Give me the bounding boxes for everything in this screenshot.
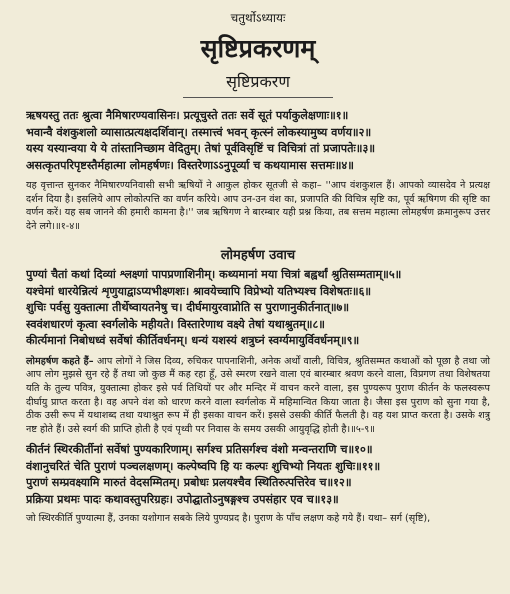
page-title: सृष्टिप्रकरणम् — [200, 34, 316, 63]
verse-line: भवान्वै वंशकुशलो व्यासात्प्रत्यक्षदर्शिवान्। तस्मात्त्वं भवन् कृत्स्नं लोकस्यामुष्य वर्णय॥२॥ — [26, 125, 372, 139]
translation-paragraph-1: यह वृत्तान्त सुनकर नैमिषारण्यनिवासी सभी ऋषियों ने आकुल होकर सूतजी से कहा– ''आप वंशकुशल हैं। आपको व्यासदेव ने प्रत्यक्ष दर्शन दिया है। इसलिये आप लोकोत्पत्ति का वर्णन करिये। आप उन-उन वंश का, प्रजापति की विचित्र सृष्टि का, पूर्व ऋषिगण की सृष्टि का वर्णन करें। यह सब जानने की हमारी कामना है।'' जब ऋषिगण ने बारम्बार यही प्रश्न किया, तब सत्तम महात्मा लोमहर्षण क्रमानुरूप उत्तर देने लगे।॥१-४॥ — [26, 180, 490, 232]
translation-paragraph-2 — [26, 355, 490, 437]
page-subtitle: सृष्टिप्रकरण — [183, 67, 333, 98]
verse-line: असत्कृतपरिपृष्टस्तैर्महात्मा लोमहर्षणः। विस्तरेणाऽऽनुपूर्व्या च कथयामास सत्तमः॥४॥ — [26, 158, 354, 172]
verse-line: ऋषयस्तु ततः श्रुत्वा नैमिषारण्यवासिनः। प्रत्यूचुस्ते ततः सर्वे सूतं पर्याकुलेक्षणाः॥१॥ — [26, 109, 349, 122]
verse-line: वंशानुचरितं चेति पुराणं पञ्चलक्षणम्। कल्पेष्वपि हि यः कल्पः शुचिभ्यो नियतः शुचिः॥११॥ — [26, 459, 381, 473]
speaker-label: लोमहर्षण कहते हैं– — [26, 355, 94, 367]
verse-block-3 — [26, 442, 490, 508]
verse-line: यस्य यस्यान्वया ये ये तांस्तानिच्छाम वेदितुम्। तेषां पूर्वविसृष्टिं च विचित्रां तां प्रजापतेः॥३॥ — [26, 142, 376, 155]
verse-block-2 — [26, 267, 490, 350]
translation-text: आप लोगों ने जिस दिव्य, रुचिकर पापनाशिनी, अनेक अर्थों वाली, विचित्र, श्रुतिसम्मत कथाओं को पूछा है तथा जो आप लोग मुझसे सुन रहे हैं तथा जो कुछ मैं कह रहा हूँ, उसे स्मरण रखने वाला एवं बारम्बार श्रवण करने वाला, विप्रगण तथा विशेषतया यति के तुल्य पवित्र, युक्तात्मा होकर इसे पर्व तिथियों पर और मन्दिर में वाचन करने वाला, इस पुण्यरूप पुराण कीर्तन के फलस्वरूप दीर्घायु प्राप्त करता है। वह अपने वंश को धारण करने वाला स्वर्गलोक में महिमान्वित किया जाता है। जैसा इस पुराण को सुना गया है, ठीक उसी रूप में यथाशब्द तथा यथाश्रुत रूप में ही इसका वाचन करें। इससे उसकी कीर्ति फैलती है। वह यश प्राप्त करता है। उसके शत्रु नष्ट होते हैं। उसे स्वर्ग की प्राप्ति होती है एवं पृथ्वी पर निवास के समय उसकी आयुवृद्धि होती है।॥५-९॥ — [26, 355, 490, 435]
verse-line: यश्चेमां धारयेन्नित्यं शृणुयाद्वाऽप्यभीक्ष्णशः। श्रावयेच्चापि विप्रेभ्यो यतिभ्यश्च विशेषतः॥६॥ — [26, 284, 372, 298]
verse-line: पुराणं सम्प्रवक्ष्यामि मारुतं वेदसम्मितम्। प्रबोधः प्रलयश्चैव स्थितिरुत्पत्तिरेव च॥१२॥ — [26, 476, 352, 490]
verse-line: स्ववंशधारणं कृत्वा स्वर्गलोके महीयते। विस्तारेणाथ वक्ष्ये तेषां यथाश्रुतम्॥८॥ — [26, 317, 325, 331]
verse-line: प्रक्रिया प्रथमः पादः कथावस्तुपरिग्रहः। उपोद्घातोऽनुषङ्गश्च उपसंहार एव च॥१३॥ — [26, 492, 339, 506]
section-heading: लोमहर्षण उवाच — [220, 248, 296, 264]
verse-line: कीर्तनं स्थिरकीर्तीनां सर्वेषां पुण्यकारिणाम्। सर्गश्च प्रतिसर्गश्च वंशो मन्वन्तराणि च॥१०॥ — [26, 443, 373, 457]
verse-line: पुण्यां चैतां कथां दिव्यां श्लक्ष्णां पापप्रणाशिनीम्। कथ्यमानां मया चित्रां बह्वर्थां श्रुतिसम्मताम्॥५॥ — [26, 268, 402, 282]
translation-paragraph-3: जो स्थिरकीर्ति पुण्यात्मा हैं, उनका यशोगान सबके लिये पुण्यप्रद है। पुराण के पाँच लक्षण कहे गये हैं। यथा– सर्ग (सृष्टि), — [26, 513, 431, 525]
verse-line: कीर्त्यमानां निबोधध्वं सर्वेषां कीर्तिवर्धनम्। धन्यं यशस्यं शत्रुघ्नं स्वर्ग्यमायुर्विवर्धनम्॥९॥ — [26, 334, 360, 348]
verse-line: शुचिः पर्वसु युक्तात्मा तीर्थेष्वायतनेषु च। दीर्घमायुरवाप्नोति स पुराणानुकीर्तनात्॥७॥ — [26, 301, 350, 315]
verse-block-1 — [26, 108, 490, 174]
chapter-heading: चतुर्थोऽध्यायः — [230, 11, 286, 25]
